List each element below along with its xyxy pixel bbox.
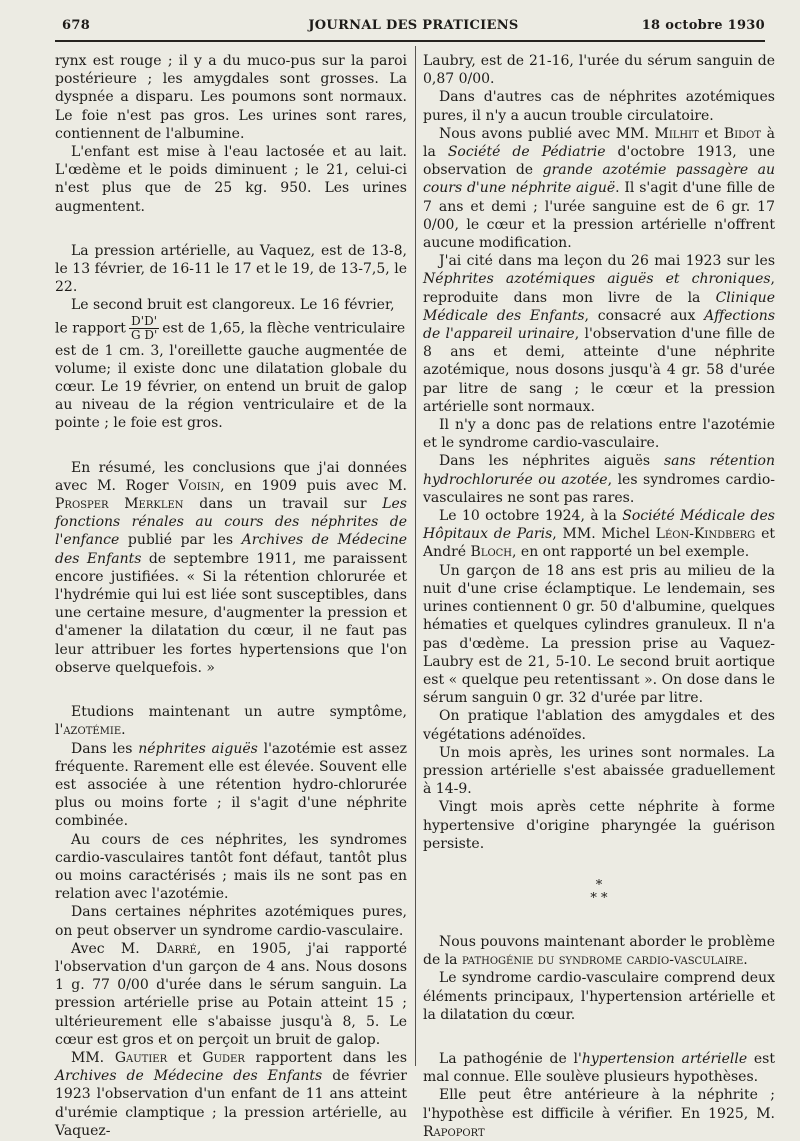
right-column (423, 52, 775, 1141)
author-name: Gautier (114, 1049, 168, 1066)
text-run: , en 1905, j'ai rapporté l'observation d'un garçon de 4 ans. Nous dosons 1 g. 77 0/00 d'urée dans le sérum sanguin. La pression artérielle prise au Potain atteint 15 ; ultérieurement elle s'abaisse jusqu'à 8, 5. Le cœur est gros et on perçoit un bruit de galop. (55, 940, 408, 1048)
paragraph: Au cours de ces néphrites, les syndromes cardio-vasculaires tantôt font défaut, tantôt plus ou moins caractérisés ; mais ils ne sont pas en relation avec l'azotémie. (55, 831, 407, 903)
text-run: à la (423, 125, 776, 161)
paragraph: rynx est rouge ; il y a du muco-pus sur la paroi postérieure ; les amygdales sont grosses. La dyspnée a disparu. Les poumons sont normaux. Le foie n'est pas gros. Les urines sont rares, contiennent de l'albumine. (55, 53, 407, 142)
paragraph (55, 703, 407, 739)
term: hypertension artérielle (581, 1050, 748, 1067)
text-run: Nous pouvons maintenant aborder le problème de la (423, 933, 775, 969)
paragraph (423, 1050, 775, 1086)
fraction (129, 315, 159, 342)
issue-date: 18 octobre 1930 (641, 18, 765, 33)
text-run: Le 10 octobre 1924, à la (439, 508, 623, 525)
text-run: Elle peut être antérieure à la néphrite ; l'hypothèse est difficile à vérifier. En 1925, M. (423, 1087, 775, 1122)
paragraph: Dans certaines néphrites azotémiques pures, on peut observer un syndrome cardio-vasculaire. (55, 904, 407, 939)
author-name: Guder (202, 1049, 245, 1066)
spacer (55, 677, 407, 703)
fraction-denominator: G D' (130, 327, 158, 342)
text-run: Dans les (71, 740, 139, 757)
spacer (423, 911, 775, 933)
section-term: pathogénie du syndrome cardio-vasculaire (461, 952, 744, 969)
paragraph: L'enfant est mise à l'eau lactosée et au lait. L'œdème et le poids diminuent ; le 21, celui-ci n'est plus que de 25 kg. 950. Les urines augmentent. (55, 144, 407, 215)
author-name: Léon-Kindberg (655, 526, 756, 543)
paragraph: Il n'y a donc pas de relations entre l'azotémie et le syndrome cardio-vasculaire. (423, 417, 775, 452)
spacer (423, 853, 775, 875)
text-run: et (167, 1049, 203, 1066)
work-title: grande azotémie passagère au cours d'une néphrite aiguë (423, 162, 775, 197)
society-name: Société de Pédiatrie (447, 144, 606, 161)
text-run: Nous avons publié avec MM. (439, 125, 655, 142)
text-run: le rapport (55, 320, 126, 337)
text-run: et André (423, 526, 775, 561)
text-run: La pathogénie de l' (439, 1050, 582, 1067)
paragraph: On pratique l'ablation des amygdales et des végétations adénoïdes. (423, 708, 775, 743)
text-run: . Il s'agit d'une fille de 7 ans et demi ; l'urée sanguine est de 6 gr. 17 0/00, le cœur et la pression artérielle n'offrent aucune modification. (423, 180, 775, 252)
paragraph: La pression artérielle, au Vaquez, est de 13-8, le 13 février, de 16-11 le 17 et le 19, de 13-7,5, le 22. (55, 242, 407, 296)
paragraph (423, 1086, 775, 1141)
paragraph: Le second bruit est clangoreux. Le 16 février, (71, 297, 395, 314)
journal-ref: Archives de Médecine des Enfants (55, 1068, 323, 1085)
paragraph: Un mois après, les urines sont normales. La pression artérielle s'est abaissée graduellement à 14-9. (423, 744, 775, 798)
page-number: 678 (62, 18, 91, 33)
text-run: . (743, 952, 748, 969)
paragraph (423, 933, 775, 969)
text-run: est mal connue. Elle soulève plusieurs hypothèses. (423, 1050, 775, 1086)
journal-ref: Archives de Médecine des Enfants (55, 532, 407, 567)
paragraph: est de 1 cm. 3, l'oreillette gauche augmentée de volume; il existe donc une dilatation globale du cœur. Le 19 février, on entend un bruit de galop au niveau de la région ventriculaire et de la pointe ; le foie est gros. (55, 342, 407, 432)
author-name: Bidot (723, 125, 762, 142)
spacer (55, 216, 407, 242)
paragraph-ratio (55, 315, 407, 342)
work-title: Néphrites azotémiques aiguës et chroniques (423, 271, 771, 288)
paragraph (423, 252, 775, 416)
left-column (55, 52, 407, 1140)
paragraph (423, 507, 775, 562)
paragraph (55, 740, 407, 831)
header-rule (55, 40, 765, 42)
text-run: d'octobre 1913, une observation de (423, 144, 776, 179)
column-divider (415, 46, 416, 1066)
paragraph: Le syndrome cardio-vasculaire comprend deux éléments principaux, l'hypertension artérielle et la dilatation du cœur. (423, 970, 775, 1023)
text-run: J'ai cité dans ma leçon du 26 mai 1923 sur les (439, 253, 775, 270)
work-title: Affections de l'appareil urinaire (423, 307, 775, 343)
text-run: dans un travail sur (183, 496, 383, 513)
paragraph (423, 452, 775, 507)
text-run: publié par les (119, 532, 242, 549)
text-run: Etudions maintenant un autre symptôme, l' (55, 704, 407, 739)
text-run: de septembre 1911, me paraissent encore justifiées. « Si la rétention chlorurée et l'hydrémie qui lui est liée sont susceptibles, dans une certaine mesure, d'augmenter la pression et d'amener la dilatation du cœur, il ne faut pas leur attribuer les fortes hypertensions que l'on observe quelquefois. » (55, 550, 407, 676)
work-title: Clinique Médicale des Enfants (423, 289, 775, 324)
paragraph: Vingt mois après cette néphrite à forme hypertensive d'origine pharyngée la guérison persiste. (423, 799, 775, 852)
text-run: et (698, 125, 724, 142)
text-run: , en 1909 puis avec M. (220, 477, 407, 494)
text-run: , MM. Michel (552, 526, 656, 543)
text-run: Dans les néphrites aiguës (439, 453, 664, 470)
text-run: , reproduite dans mon livre de la (423, 271, 775, 306)
author-name: Prosper Merklen (55, 496, 184, 513)
fraction-numerator: D'D' (129, 315, 159, 329)
asterism-bottom: * * (590, 890, 608, 906)
text-run: , les syndromes cardio-vasculaires ne sont pas rares. (423, 471, 775, 506)
spacer (55, 433, 407, 459)
author-name: Voisin (178, 477, 221, 494)
author-name: Darré (156, 940, 197, 957)
text-run: est de 1,65, la flèche ventriculaire (162, 320, 406, 337)
society-name: Société Médicale des Hôpitaux de Paris (423, 508, 775, 543)
text-run: , consacré aux (584, 307, 705, 324)
paragraph (55, 940, 407, 1049)
asterism-top: * (595, 877, 603, 893)
paragraph (55, 1049, 407, 1140)
term: néphrites aiguës (138, 740, 258, 757)
author-name: Milhit (654, 125, 699, 142)
author-name: Bloch (470, 544, 513, 561)
section-term: azotémie (63, 722, 122, 739)
asterism-separator (423, 879, 775, 905)
spacer (423, 1024, 775, 1050)
text-run: . (121, 722, 126, 739)
text-run: , en ont rapporté un bel exemple. (512, 544, 750, 561)
paragraph: Laubry, est de 21-16, l'urée du sérum sanguin de 0,87 0/00. (423, 53, 775, 88)
text-run: En résumé, les conclusions que j'ai données avec M. Roger (55, 459, 407, 494)
page-header (62, 14, 765, 38)
text-run: de février 1923 l'observation d'un enfant de 11 ans atteint d'urémie clamptique ; la pression artérielle, au Vaquez- (55, 1068, 408, 1139)
journal-title: JOURNAL DES PRATICIENS (308, 18, 519, 33)
text-run: Avec M. (71, 940, 157, 957)
text-run: rapportent dans les (244, 1049, 408, 1066)
term: sans rétention hydrochlorurée ou azotée (423, 453, 775, 488)
work-title: Les fonctions rénales au cours des néphrites de l'enfance (55, 496, 407, 549)
paragraph: Un garçon de 18 ans est pris au milieu de la nuit d'une crise éclamptique. Le lendemain, ses urines contiennent 0 gr. 50 d'albumine, quelques hématies et quelques cylindres granuleux. Il n'a pas d'œdème. La pression prise au Vaquez-Laubry est de 21, 5-10. Le second bruit aortique est « quelque peu retentissant ». On dose dans le sérum sanguin 0 gr. 32 d'urée par litre. (423, 562, 775, 707)
text-run: MM. (71, 1049, 115, 1066)
paragraph (423, 125, 775, 252)
text-run: , l'observation d'une fille de 8 ans et demi, atteinte d'une néphrite azotémique, nous dosons jusqu'à 4 gr. 58 d'urée par litre de sang ; le cœur et la pression artérielle sont normaux. (423, 326, 776, 415)
text-run: l'azotémie est assez fréquente. Rarement elle est élevée. Souvent elle est associée à une rétention hydro-chlorurée plus ou moins forte ; il s'agit d'une néphrite combinée. (55, 740, 408, 830)
paragraph: Dans d'autres cas de néphrites azotémiques pures, il n'y a aucun trouble circulatoire. (423, 89, 775, 124)
paragraph-summary (55, 459, 407, 677)
author-name: Rapoport (423, 1123, 485, 1140)
